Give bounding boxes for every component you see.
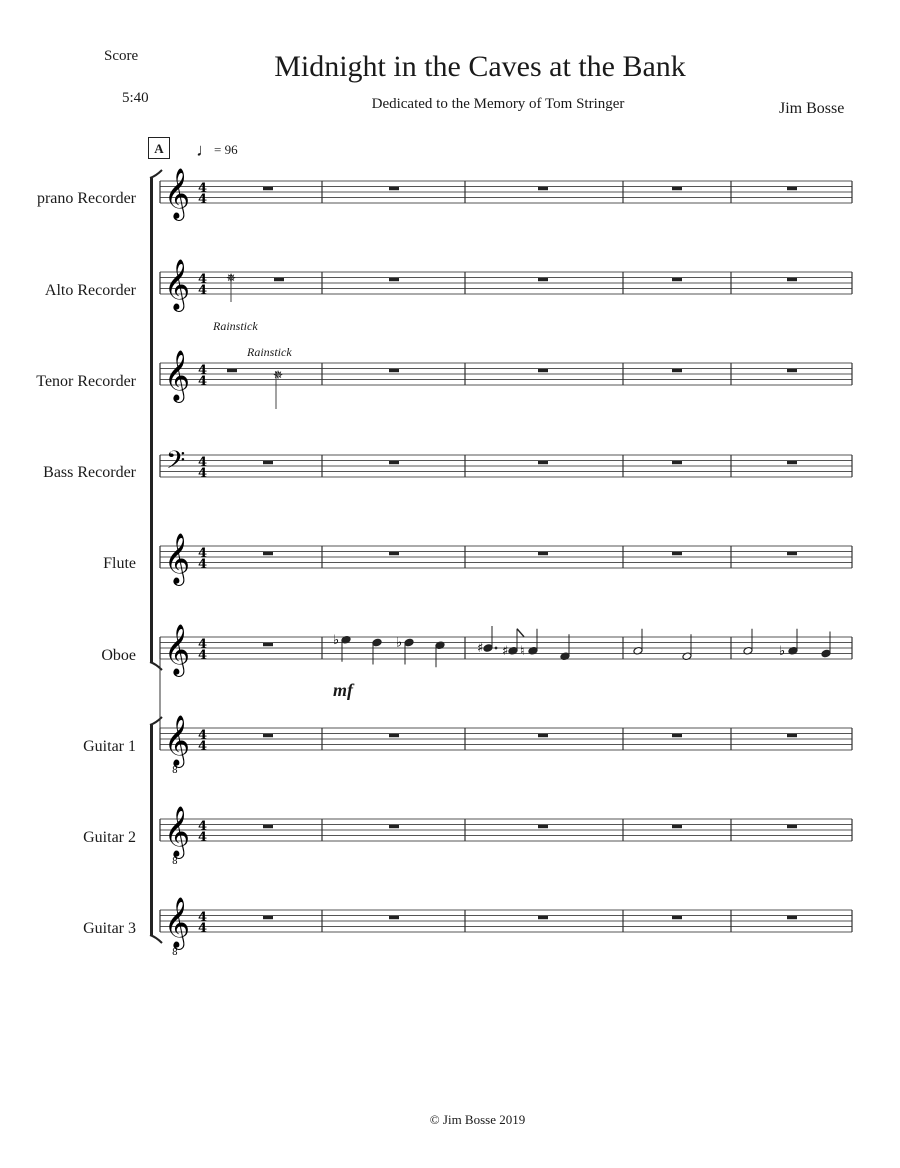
rainstick-notehead: ✵ bbox=[273, 368, 284, 382]
dot-marker bbox=[495, 647, 498, 650]
time-signature-top: 4 bbox=[198, 181, 208, 196]
whole-rest bbox=[389, 916, 399, 919]
eighth-flag bbox=[517, 629, 524, 637]
time-signature-top: 4 bbox=[198, 728, 208, 743]
whole-rest bbox=[263, 734, 273, 737]
rehearsal-mark: A bbox=[148, 137, 170, 159]
treble-clef-icon: 𝄞 bbox=[164, 897, 191, 948]
whole-rest bbox=[787, 916, 797, 919]
time-signature-bottom: 4 bbox=[198, 192, 208, 207]
time-signature-top: 4 bbox=[198, 819, 208, 834]
instrument-label-soprano-recorder: prano Recorder bbox=[36, 190, 136, 207]
octave-8-marker: 8 bbox=[172, 766, 178, 776]
time-signature-bottom: 4 bbox=[198, 374, 208, 389]
whole-rest bbox=[263, 825, 273, 828]
whole-rest bbox=[787, 734, 797, 737]
instrument-label-guitar-2: Guitar 2 bbox=[83, 829, 136, 846]
instrument-label-tenor-recorder: Tenor Recorder bbox=[36, 373, 136, 390]
sharp-accidental: ♯ bbox=[502, 643, 509, 659]
whole-rest bbox=[787, 187, 797, 190]
flat-accidental: ♭ bbox=[779, 643, 786, 659]
time-signature-top: 4 bbox=[198, 272, 208, 287]
whole-rest bbox=[274, 278, 284, 281]
whole-rest bbox=[787, 825, 797, 828]
time-signature-bottom: 4 bbox=[198, 739, 208, 754]
woodwind-bracket bbox=[150, 178, 153, 662]
whole-rest bbox=[672, 369, 682, 372]
treble-clef-icon: 𝄞 bbox=[164, 533, 191, 584]
treble-clef-icon: 𝄞 bbox=[164, 259, 191, 310]
tempo-value: = 96 bbox=[214, 142, 238, 157]
dedication-text: Dedicated to the Memory of Tom Stringer bbox=[371, 96, 625, 112]
whole-rest bbox=[672, 187, 682, 190]
treble-clef-icon: 𝄞 bbox=[164, 806, 191, 857]
woodwind-bracket-top-hook bbox=[150, 170, 162, 178]
page-title: Midnight in the Caves at the Bank bbox=[274, 50, 686, 83]
whole-rest bbox=[263, 187, 273, 190]
time-signature-bottom: 4 bbox=[198, 921, 208, 936]
natural-accidental: ♮ bbox=[520, 643, 525, 659]
whole-rest bbox=[263, 643, 273, 646]
time-signature-top: 4 bbox=[198, 455, 208, 470]
duration-label: 5:40 bbox=[122, 90, 149, 106]
sharp-accidental: ♯ bbox=[477, 641, 484, 656]
treble-clef-icon: 𝄞 bbox=[164, 350, 191, 401]
whole-rest bbox=[263, 461, 273, 464]
time-signature-bottom: 4 bbox=[198, 466, 208, 481]
time-signature-top: 4 bbox=[198, 910, 208, 925]
alto-rainstick-text: Rainstick bbox=[213, 319, 258, 333]
whole-rest bbox=[538, 552, 548, 555]
oboe-notehead bbox=[372, 638, 382, 647]
oboe-notehead bbox=[821, 649, 831, 658]
copyright-footer: © Jim Bosse 2019 bbox=[429, 1112, 526, 1127]
octave-8-marker: 8 bbox=[172, 857, 178, 867]
oboe-notehead bbox=[483, 644, 493, 653]
treble-clef-icon: 𝄞 bbox=[164, 168, 191, 219]
whole-rest bbox=[538, 734, 548, 737]
whole-rest bbox=[389, 369, 399, 372]
whole-rest bbox=[538, 916, 548, 919]
time-signature-bottom: 4 bbox=[198, 557, 208, 572]
time-signature-top: 4 bbox=[198, 637, 208, 652]
instrument-label-guitar-3: Guitar 3 bbox=[83, 920, 136, 937]
whole-rest bbox=[672, 734, 682, 737]
whole-rest bbox=[672, 916, 682, 919]
whole-rest bbox=[389, 278, 399, 281]
whole-rest bbox=[538, 278, 548, 281]
instrument-label-oboe: Oboe bbox=[101, 647, 136, 664]
guitar-bracket bbox=[150, 725, 153, 935]
whole-rest bbox=[672, 552, 682, 555]
quarter-note-icon: ♩ bbox=[196, 140, 214, 160]
guitar-bracket-bottom-hook bbox=[150, 935, 162, 943]
whole-rest bbox=[672, 278, 682, 281]
instrument-label-guitar-1: Guitar 1 bbox=[83, 738, 136, 755]
time-signature-bottom: 4 bbox=[198, 648, 208, 663]
oboe-notehead bbox=[404, 638, 414, 647]
instrument-label-bass-recorder: Bass Recorder bbox=[43, 464, 136, 481]
instrument-label-alto-recorder: Alto Recorder bbox=[44, 282, 136, 299]
whole-rest bbox=[787, 461, 797, 464]
treble-clef-icon: 𝄞 bbox=[164, 624, 191, 675]
whole-rest bbox=[263, 552, 273, 555]
rainstick-notehead: ✵ bbox=[226, 271, 237, 285]
whole-rest bbox=[538, 825, 548, 828]
whole-rest bbox=[787, 278, 797, 281]
whole-rest bbox=[538, 369, 548, 372]
time-signature-top: 4 bbox=[198, 546, 208, 561]
whole-rest bbox=[389, 187, 399, 190]
whole-rest bbox=[538, 187, 548, 190]
whole-rest bbox=[672, 461, 682, 464]
whole-rest bbox=[263, 916, 273, 919]
whole-rest bbox=[389, 734, 399, 737]
composer-name: Jim Bosse bbox=[779, 100, 845, 117]
oboe-dynamic-mark: mf bbox=[333, 680, 353, 700]
time-signature-top: 4 bbox=[198, 363, 208, 378]
score-label: Score bbox=[104, 48, 139, 64]
flat-accidental: ♭ bbox=[396, 635, 403, 651]
flat-accidental: ♭ bbox=[333, 632, 340, 648]
whole-rest bbox=[389, 552, 399, 555]
time-signature-bottom: 4 bbox=[198, 283, 208, 298]
tenor-rainstick-text: Rainstick bbox=[247, 345, 292, 359]
whole-rest bbox=[672, 825, 682, 828]
treble-clef-icon: 𝄞 bbox=[164, 715, 191, 766]
whole-rest bbox=[389, 461, 399, 464]
whole-rest bbox=[389, 825, 399, 828]
whole-rest bbox=[538, 461, 548, 464]
time-signature-bottom: 4 bbox=[198, 830, 208, 845]
octave-8-marker: 8 bbox=[172, 948, 178, 958]
bass-clef-icon: 𝄢 bbox=[166, 446, 186, 481]
instrument-label-flute: Flute bbox=[103, 555, 136, 572]
whole-rest bbox=[787, 552, 797, 555]
whole-rest bbox=[787, 369, 797, 372]
whole-rest bbox=[227, 369, 237, 372]
